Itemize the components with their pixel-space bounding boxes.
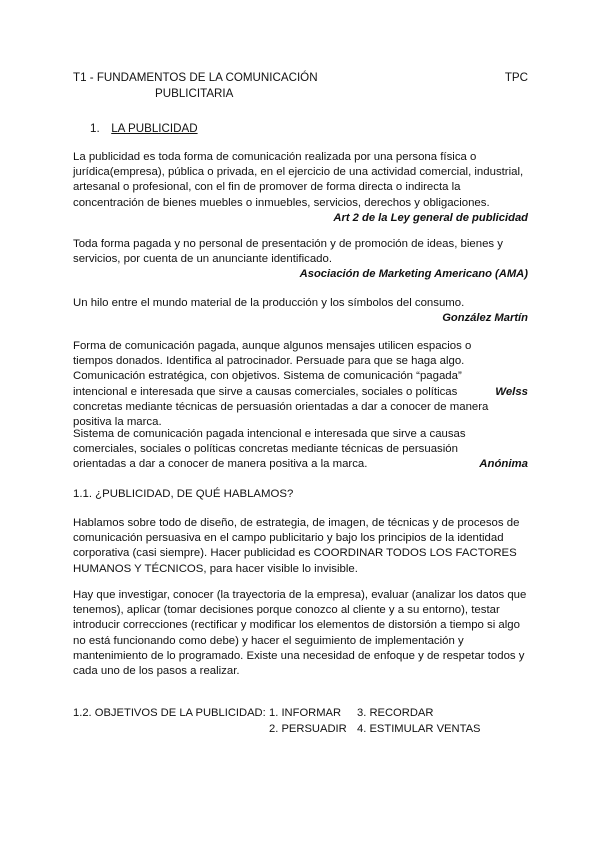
header-title-line1: T1 - FUNDAMENTOS DE LA COMUNICACIÓN xyxy=(73,71,318,84)
paragraph-text: Hay que investigar, conocer (la trayectoria de la empresa), evaluar (analizar los datos que tenemos), aplicar (tomar decisiones porque conozco al cliente y a su entorno), testar introducir correcciones (rectificar y modificar los elementos de distorsión a tiempo si algo no está funcionando como debe) y hacer el seguimiento de implementación y mantenimiento de lo programado. Existe una necesidad de enfoque y de respetar todos y cada uno de los pasos a realizar. xyxy=(73,589,527,678)
objective-item: 3. RECORDAR xyxy=(357,707,434,719)
definition-text: Welss Forma de comunicación pagada, aunque algunos mensajes utilicen espacios o tiempos donados. Identifica al patrocinador. Persuade para que se haga algo. Comunicación estratégica, con objetivos. Sistema de comunicación “pagada” intencional e interesada que sirve a causas comerciales, sociales o políticas concretas mediante técnicas de persuasión orientadas a dar a conocer de manera positiva la marca. xyxy=(73,340,528,429)
section-1-heading xyxy=(90,121,198,137)
objective-item: 2. PERSUADIR xyxy=(269,722,347,735)
section-1-1-paragraph-2 xyxy=(73,588,528,679)
definition-2 xyxy=(73,237,528,283)
section-1-1-paragraph-1 xyxy=(73,516,528,577)
objectives-row-1 xyxy=(73,706,481,722)
definition-source: González Martín xyxy=(442,312,528,325)
section-1-number: 1. xyxy=(90,122,100,135)
objectives-row-2 xyxy=(73,722,481,738)
definition-text: Toda forma pagada y no personal de presentación y de promoción de ideas, bienes y servicios, por cuenta de un anunciante identificado. xyxy=(73,238,503,266)
definition-4 xyxy=(73,339,528,430)
definition-source: Art 2 de la Ley general de publicidad xyxy=(333,211,528,224)
definition-5 xyxy=(73,427,528,473)
objective-item: 1. INFORMAR xyxy=(269,707,342,719)
paragraph-text: Hablamos sobre todo de diseño, de estrategia, de imagen, de técnicas y de procesos de comunicación persuasiva en el campo publicitario y bajo los principios de la identidad corporativa (casi siempre). Hacer publicidad es COORDINAR TODOS LOS FACTORES HUMANOS Y TÉCNICOS, para hacer visible lo invisible. xyxy=(73,517,520,575)
definition-3 xyxy=(73,296,528,326)
definition-text: La publicidad es toda forma de comunicación realizada por una persona física o jurídica(empresa), pública o privada, en el ejercicio de una actividad comercial, industrial, artesanal o profesional, con el fin de promover de forma directa o indirecta la concentración de bienes muebles o inmuebles, servicios, derechos y obligaciones. xyxy=(73,151,524,209)
definition-text: Un hilo entre el mundo material de la producción y los símbolos del consumo. xyxy=(73,297,465,309)
objective-item: 4. ESTIMULAR VENTAS xyxy=(357,722,481,735)
header-title-line2: PUBLICITARIA xyxy=(155,87,234,100)
definition-text: Anónima Sistema de comunicación pagada intencional e interesada que sirve a causas comerciales, sociales o políticas concretas mediante técnicas de persuasión orientadas a dar a conocer de manera positiva a la marca. xyxy=(73,427,528,473)
section-1-2-objectives xyxy=(73,706,481,737)
section-1-1-heading: 1.1. ¿PUBLICIDAD, DE QUÉ HABLAMOS? xyxy=(73,488,294,500)
definition-1 xyxy=(73,150,528,226)
document-header xyxy=(73,70,528,102)
definition-source: Anónima xyxy=(479,458,528,471)
objectives-label: 1.2. OBJETIVOS DE LA PUBLICIDAD: xyxy=(73,707,266,719)
definition-source: Welss xyxy=(495,385,528,398)
header-tag: TPC xyxy=(504,71,528,84)
definition-source: Asociación de Marketing Americano (AMA) xyxy=(299,268,528,281)
section-1-label: LA PUBLICIDAD xyxy=(111,122,198,135)
